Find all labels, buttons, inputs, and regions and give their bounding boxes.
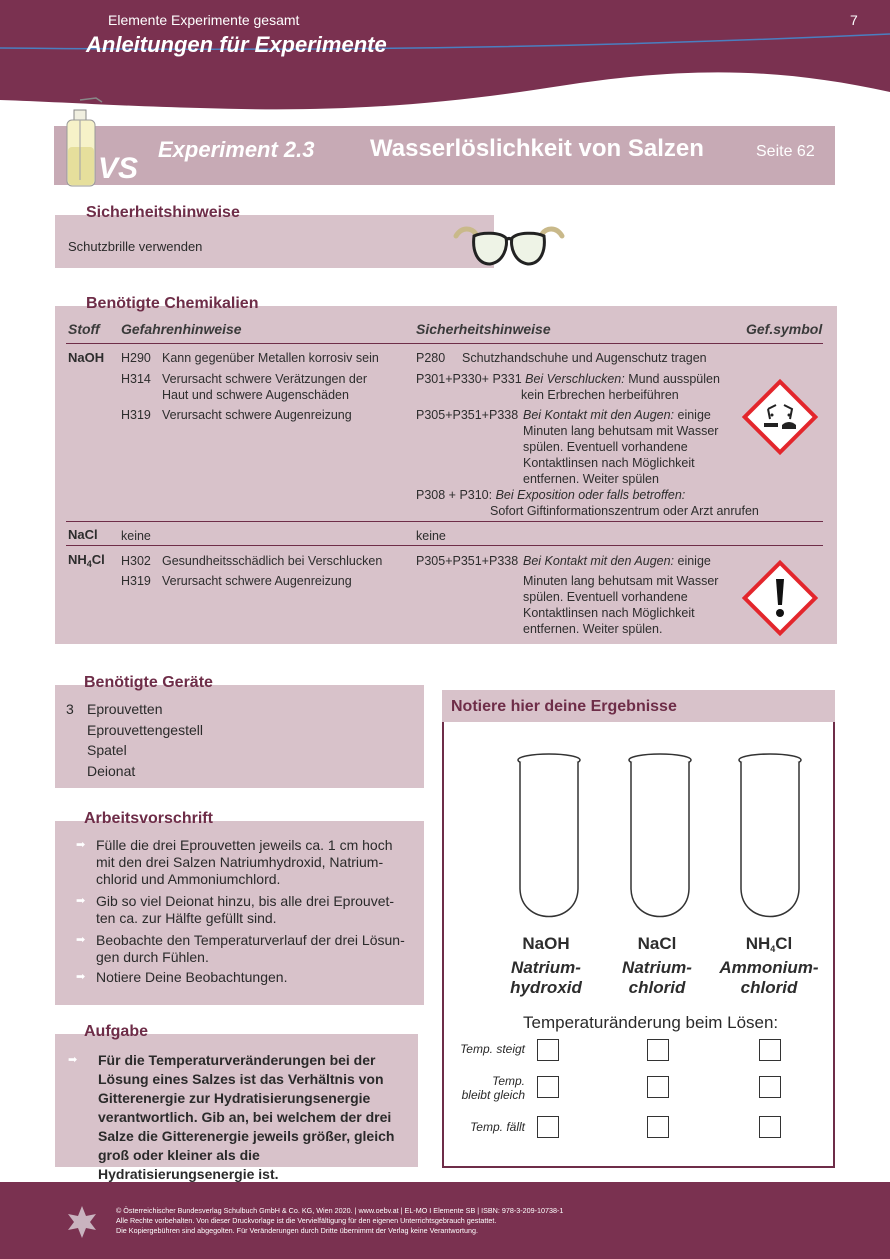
tube-name-1: Ammonium- xyxy=(719,958,819,977)
temp-label xyxy=(445,1120,525,1134)
naoh-p301-text-2: kein Erbrechen herbeiführen xyxy=(521,388,679,402)
naoh-p301-code: P301+P330+ P331 xyxy=(416,372,522,386)
temp-label-2: bleibt gleich xyxy=(461,1088,525,1102)
tube-name-1: Natrium- xyxy=(622,958,692,977)
publisher-logo-icon xyxy=(64,1204,100,1240)
col-symbol: Gef.symbol xyxy=(746,321,823,337)
list-item xyxy=(66,699,203,720)
checkbox-nacl-rises[interactable] xyxy=(647,1039,669,1061)
naoh-p305-code: P305+P351+P338 xyxy=(416,408,519,422)
tube-formula xyxy=(709,934,829,954)
procedure-step xyxy=(76,932,406,966)
equip-name: Eprouvetten xyxy=(87,701,163,717)
safety-heading: Sicherheitshinweise xyxy=(86,204,240,221)
equip-name: Eprouvettengestell xyxy=(87,721,203,738)
nh4cl-h302-text: Gesundheitsschädlich bei Verschlucken xyxy=(162,554,383,568)
temp-label-1: Temp. fällt xyxy=(470,1120,525,1134)
row-divider-nacl xyxy=(66,545,823,546)
tube-formula-a: NH xyxy=(745,934,771,953)
tube-formula: NaCl xyxy=(637,934,677,953)
naoh-name: NaOH xyxy=(68,350,105,365)
naoh-p305-text-1: einige xyxy=(674,408,711,422)
arrow-icon: ➡ xyxy=(76,934,86,946)
procedure-step xyxy=(76,969,406,986)
footer-line: Die Kopiergebühren sind abgegolten. Für Veränderungen durch Dritte übernimmt der Verlag keine Verantwortung. xyxy=(116,1226,478,1235)
results-heading: Notiere hier deine Ergebnisse xyxy=(451,698,677,715)
naoh-p305-line-2: spülen. Eventuell vorhandene xyxy=(523,440,688,454)
tube-name-1: Natrium- xyxy=(511,958,581,977)
nh4cl-name-b: Cl xyxy=(91,552,105,567)
temp-label-1: Temp. steigt xyxy=(460,1042,525,1056)
tube-name-2: chlorid xyxy=(740,978,798,997)
tube-formula-sub: 4 xyxy=(770,944,776,954)
nh4cl-h319-text: Verursacht schwere Augenreizung xyxy=(162,574,352,588)
naoh-h319-text: Verursacht schwere Augenreizung xyxy=(162,408,352,422)
equip-qty xyxy=(66,720,87,741)
chemicals-heading: Benötigte Chemikalien xyxy=(86,295,259,312)
collection-title: Elemente Experimente gesamt xyxy=(108,12,300,28)
test-tube-icon xyxy=(733,750,807,925)
step-text: Gib so viel Deionat hinzu, bis alle drei Eprouvetten ca. zur Hälfte gefüllt sind. xyxy=(96,893,395,926)
checkbox-nacl-same[interactable] xyxy=(647,1076,669,1098)
naoh-p280-code: P280 xyxy=(416,351,446,365)
naoh-p305-line-3: Kontaktlinsen nach Möglichkeit xyxy=(523,456,695,470)
tube-name xyxy=(709,958,829,998)
step-text: Beobachte den Temperaturverlauf der drei Lösungen durch Fühlen. xyxy=(96,932,405,965)
nh4cl-p305-line-4: entfernen. Weiter spülen. xyxy=(523,622,663,636)
list-item xyxy=(66,761,203,782)
naoh-h314-text-2: Haut und schwere Augenschäden xyxy=(162,388,349,402)
nh4cl-p305-line-1: Minuten lang behutsam mit Wasser xyxy=(523,574,719,588)
procedure-step xyxy=(76,837,406,888)
procedure-step xyxy=(76,893,406,927)
checkbox-nh4cl-same[interactable] xyxy=(759,1076,781,1098)
checkbox-naoh-rises[interactable] xyxy=(537,1039,559,1061)
naoh-p305-first xyxy=(523,407,711,423)
nh4cl-p305-code: P305+P351+P338 xyxy=(416,554,519,568)
checkbox-naoh-same[interactable] xyxy=(537,1076,559,1098)
temp-label-1: Temp. xyxy=(492,1074,525,1088)
equip-qty xyxy=(66,761,87,782)
wash-bottle-icon xyxy=(58,92,139,192)
naoh-p308-line xyxy=(416,487,685,503)
checkbox-nacl-falls[interactable] xyxy=(647,1116,669,1138)
tube-name xyxy=(486,958,606,998)
equipment-heading: Benötigte Geräte xyxy=(84,674,213,691)
corrosive-hazard-icon xyxy=(742,379,818,455)
equip-qty xyxy=(66,740,87,761)
task-text: Für die Temperaturveränderungen bei der Lösung eines Salzes ist das Verhältnis von Gitterenergie zur Hydratisierungsenergie verantwortlich. Gib an, bei welchem der drei Salze die Gitterenergie jeweils größer, gleich groß oder kleiner als die Hydratisierungsenergie ist. xyxy=(98,1052,395,1182)
equip-qty: 3 xyxy=(66,701,74,717)
test-tube-icon xyxy=(623,750,697,925)
checkbox-nh4cl-rises[interactable] xyxy=(759,1039,781,1061)
naoh-h290-code: H290 xyxy=(121,351,151,365)
naoh-p308-code: P308 + P310: xyxy=(416,488,493,502)
task-heading: Aufgabe xyxy=(84,1023,148,1040)
safety-goggles-icon xyxy=(452,222,567,272)
vs-logo: VS xyxy=(98,152,139,185)
temp-label xyxy=(445,1074,525,1102)
temperature-heading: Temperaturänderung beim Lösen: xyxy=(523,1013,779,1032)
procedure-heading: Arbeitsvorschrift xyxy=(84,810,213,827)
nh4cl-p305-line-3: Kontaktlinsen nach Möglichkeit xyxy=(523,606,695,620)
naoh-p305-line-4: entfernen. Weiter spülen xyxy=(523,472,659,486)
arrow-icon: ➡ xyxy=(68,1054,78,1066)
page-number: 7 xyxy=(850,12,858,28)
equipment-list xyxy=(66,699,203,781)
step-text: Fülle die drei Eprouvetten jeweils ca. 1 cm hoch mit den drei Salzen Natriumhydroxid, Natriumchlorid und Ammoniumchlord. xyxy=(96,837,393,887)
nh4cl-p305-line-2: spülen. Eventuell vorhandene xyxy=(523,590,688,604)
tube-name-2: hydroxid xyxy=(510,978,582,997)
nh4cl-p305-first xyxy=(523,553,711,569)
page-title: Anleitungen für Experimente xyxy=(86,32,387,57)
footer-line: Alle Rechte vorbehalten. Von dieser Druckvorlage ist die Vervielfältigung für den eigenen Unterrichtsgebrauch gestattet. xyxy=(116,1216,497,1225)
arrow-icon: ➡ xyxy=(76,895,86,907)
naoh-p280-text: Schutzhandschuhe und Augenschutz tragen xyxy=(462,351,707,365)
naoh-p305-italic: Bei Kontakt mit den Augen: xyxy=(523,408,675,422)
naoh-p301-italic: Bei Verschlucken: xyxy=(525,372,625,386)
experiment-number: Experiment 2.3 xyxy=(158,137,315,162)
tube-formula-b: Cl xyxy=(775,934,793,953)
checkbox-naoh-falls[interactable] xyxy=(537,1116,559,1138)
footer-line: © Österreichischer Bundesverlag Schulbuch GmbH & Co. KG, Wien 2020. | www.oebv.at | EL-MO I Elemente SB | ISBN: 978-3-209-10738-1 xyxy=(116,1206,564,1215)
safety-text: Schutzbrille verwenden xyxy=(68,239,203,254)
nacl-name: NaCl xyxy=(68,527,98,542)
test-tube-icon xyxy=(512,750,586,925)
equip-name: Spatel xyxy=(87,742,127,758)
tube-name xyxy=(597,958,717,998)
naoh-h314-code: H314 xyxy=(121,372,151,386)
col-stoff: Stoff xyxy=(68,321,100,337)
nh4cl-p305-text-1: einige xyxy=(674,554,711,568)
nh4cl-h319-code: H319 xyxy=(121,574,151,588)
footer-text xyxy=(116,1206,563,1236)
naoh-p301-line xyxy=(416,371,720,387)
exclamation-hazard-icon xyxy=(741,559,819,637)
naoh-h314-text-1: Verursacht schwere Verätzungen der xyxy=(162,372,367,386)
checkbox-nh4cl-falls[interactable] xyxy=(759,1116,781,1138)
experiment-title: Wasserlöslichkeit von Salzen xyxy=(370,135,704,162)
list-item xyxy=(66,720,203,741)
nh4cl-p305-italic: Bei Kontakt mit den Augen: xyxy=(523,554,675,568)
step-text: Notiere Deine Beobachtungen. xyxy=(96,969,288,985)
col-hazard: Gefahrenhinweise xyxy=(121,321,242,337)
naoh-p308-italic: Bei Exposition oder falls betroffen: xyxy=(492,488,686,502)
nh4cl-name-sub: 4 xyxy=(86,559,92,569)
book-page: Seite 62 xyxy=(756,143,815,160)
naoh-p305-line-1: Minuten lang behutsam mit Wasser xyxy=(523,424,719,438)
table-divider xyxy=(66,343,823,344)
nh4cl-h302-code: H302 xyxy=(121,554,151,568)
col-safety: Sicherheitshinweise xyxy=(416,321,551,337)
arrow-icon: ➡ xyxy=(76,839,86,851)
temp-label xyxy=(445,1042,525,1056)
nacl-hazard: keine xyxy=(121,529,151,543)
naoh-p301-text-1: Mund ausspülen xyxy=(624,372,720,386)
nacl-safety: keine xyxy=(416,529,446,543)
nh4cl-name-a: NH xyxy=(68,552,87,567)
naoh-p308-text: Sofort Giftinformationszentrum oder Arzt anrufen xyxy=(490,504,759,518)
arrow-icon: ➡ xyxy=(76,971,86,983)
tube-formula: NaOH xyxy=(522,934,570,953)
naoh-h290-text: Kann gegenüber Metallen korrosiv sein xyxy=(162,351,379,365)
nh4cl-name xyxy=(68,552,105,569)
equip-name: Deionat xyxy=(87,762,136,779)
naoh-h319-code: H319 xyxy=(121,408,151,422)
row-divider-naoh xyxy=(66,521,823,522)
tube-name-2: chlorid xyxy=(628,978,686,997)
list-item xyxy=(66,740,203,761)
